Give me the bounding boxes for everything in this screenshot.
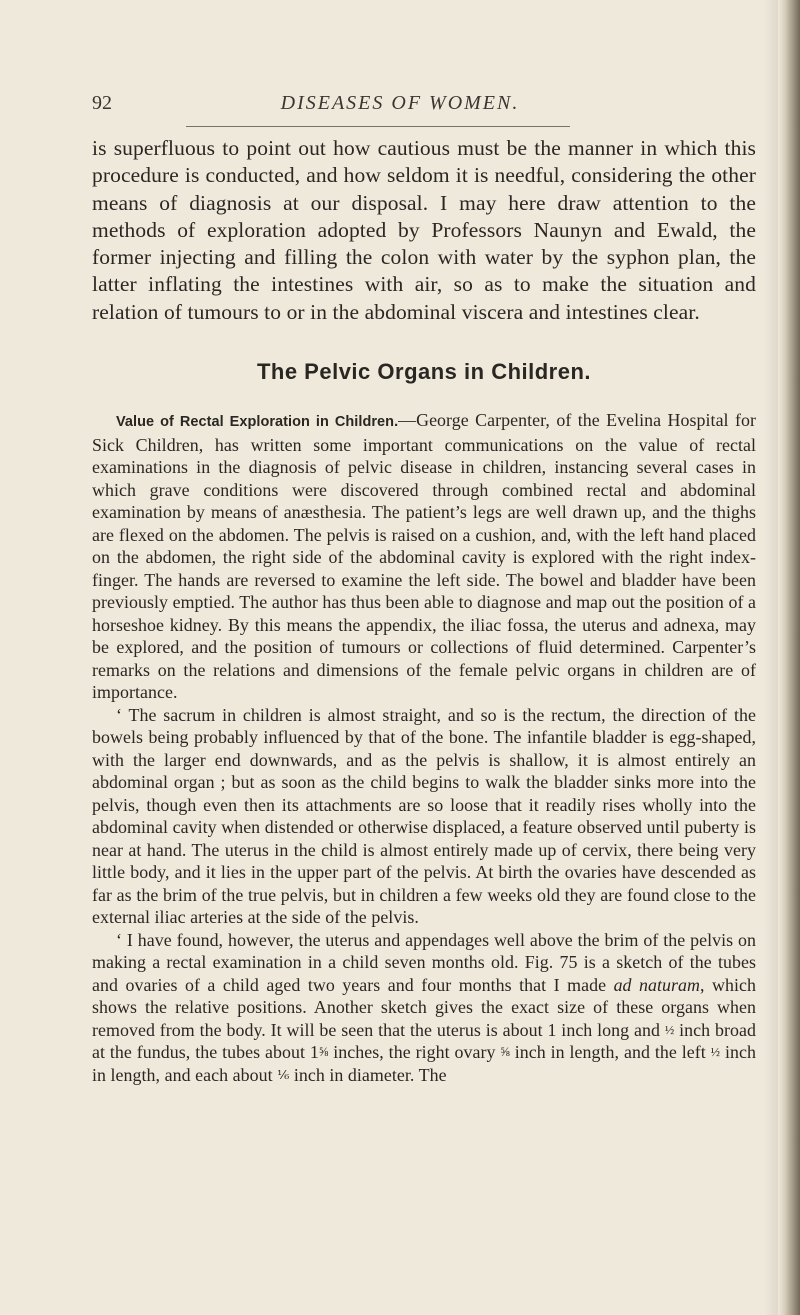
- section-body: [92, 409, 756, 1086]
- paragraph-sacrum: ‘ The sacrum in children is almost straight, and so is the rectum, the direction of the bowels being probably influenced by that of the bone. The infantile bladder is egg-shaped, with the larger end downwards, and as the pelvis is shallow, it is almost entirely an abdominal organ ; but as soon as the child begins to walk the bladder sinks more into the pelvis, though even then its attachments are so loose that it readily rises wholly into the abdominal cavity when distended or otherwise displaced, a feature observed until puberty is near at hand. The uterus in the child is almost entirely made up of cervix, there being very little body, and it lies in the upper part of the pelvis. At birth the ovaries have descended as far as the brim of the true pelvis, but in children a few weeks old they are found close to the external iliac arteries at the side of the pelvis.: [92, 704, 756, 928]
- paragraph-rectal-exploration: [92, 409, 756, 704]
- section-heading: The Pelvic Organs in Children.: [256, 359, 592, 385]
- page-edge-shadow: [764, 0, 778, 1315]
- paragraph-uterus-appendages: [92, 929, 756, 1087]
- paragraph-text: —George Carpenter, of the Evelina Hospital for Sick Children, has written some important communications on the value of rectal examinations in the diagnosis of pelvic disease in children, instancing several cases in which grave conditions were discovered through combined rectal and abdominal examination by means of anæsthesia. The patient’s legs are well drawn up, and the thighs are flexed on the abdomen. The pelvis is raised on a cushion, and, with the left hand placed on the abdomen, the right side of the abdominal cavity is explored with the right index-finger. The hands are reversed to examine the left side. The bowel and bladder have been previously emptied. The author has thus been able to diagnose and map out the position of a horseshoe kidney. By this means the appendix, the iliac fossa, the uterus and adnexa, may be explored, and the position of tumours or collections of fluid determined. Carpenter’s remarks on the relations and dimensions of the female pelvic organs in children are of importance.: [92, 410, 757, 703]
- header-rule: [186, 126, 570, 127]
- text-span: inch in length, and each about: [92, 1042, 757, 1085]
- fraction: ½: [710, 1045, 721, 1060]
- page-content: [92, 135, 756, 1086]
- fraction: ⅝: [318, 1045, 329, 1060]
- text-span: , which shows the relative positions. Another sketch gives the exact size of these organs when removed from the body. It will be seen that the uterus is about 1 inch long and: [92, 974, 756, 1040]
- italic-phrase: ad naturam: [613, 974, 701, 995]
- text-span: inch in diameter. The: [289, 1064, 447, 1085]
- text-span: inch broad at the fundus, the tubes about 1: [92, 1019, 756, 1063]
- text-span: inches, the right ovary: [328, 1042, 501, 1063]
- fraction: ½: [664, 1022, 675, 1037]
- text-span: inch in length, and the left: [509, 1042, 711, 1063]
- page-edge: [778, 0, 800, 1315]
- run-in-heading: Value of Rectal Exploration in Children.: [116, 414, 399, 431]
- text-span: ‘ I have found, however, the uterus and appendages well above the brim of the pelvis on making a rectal examination in a child seven months old. Fig. 75 is a sketch of the tubes and ovaries of a child aged two years and four months that I made: [92, 929, 756, 995]
- intro-paragraph: is superfluous to point out how cautious must be the manner in which this procedure is conducted, and how seldom it is needful, considering the other means of diagnosis at our disposal. I may here draw attention to the methods of exploration adopted by Professors Naunyn and Ewald, the former injecting and filling the colon with water by the syphon plan, the latter inflating the intestines with air, so as to make the situation and relation of tumours to or in the abdominal viscera and intestines clear.: [92, 136, 756, 324]
- fraction: ⅝: [500, 1045, 510, 1060]
- fraction: ⅙: [277, 1067, 290, 1082]
- running-title: DISEASES OF WOMEN.: [280, 92, 520, 114]
- running-header: [0, 92, 800, 122]
- page-number: 92: [92, 92, 112, 114]
